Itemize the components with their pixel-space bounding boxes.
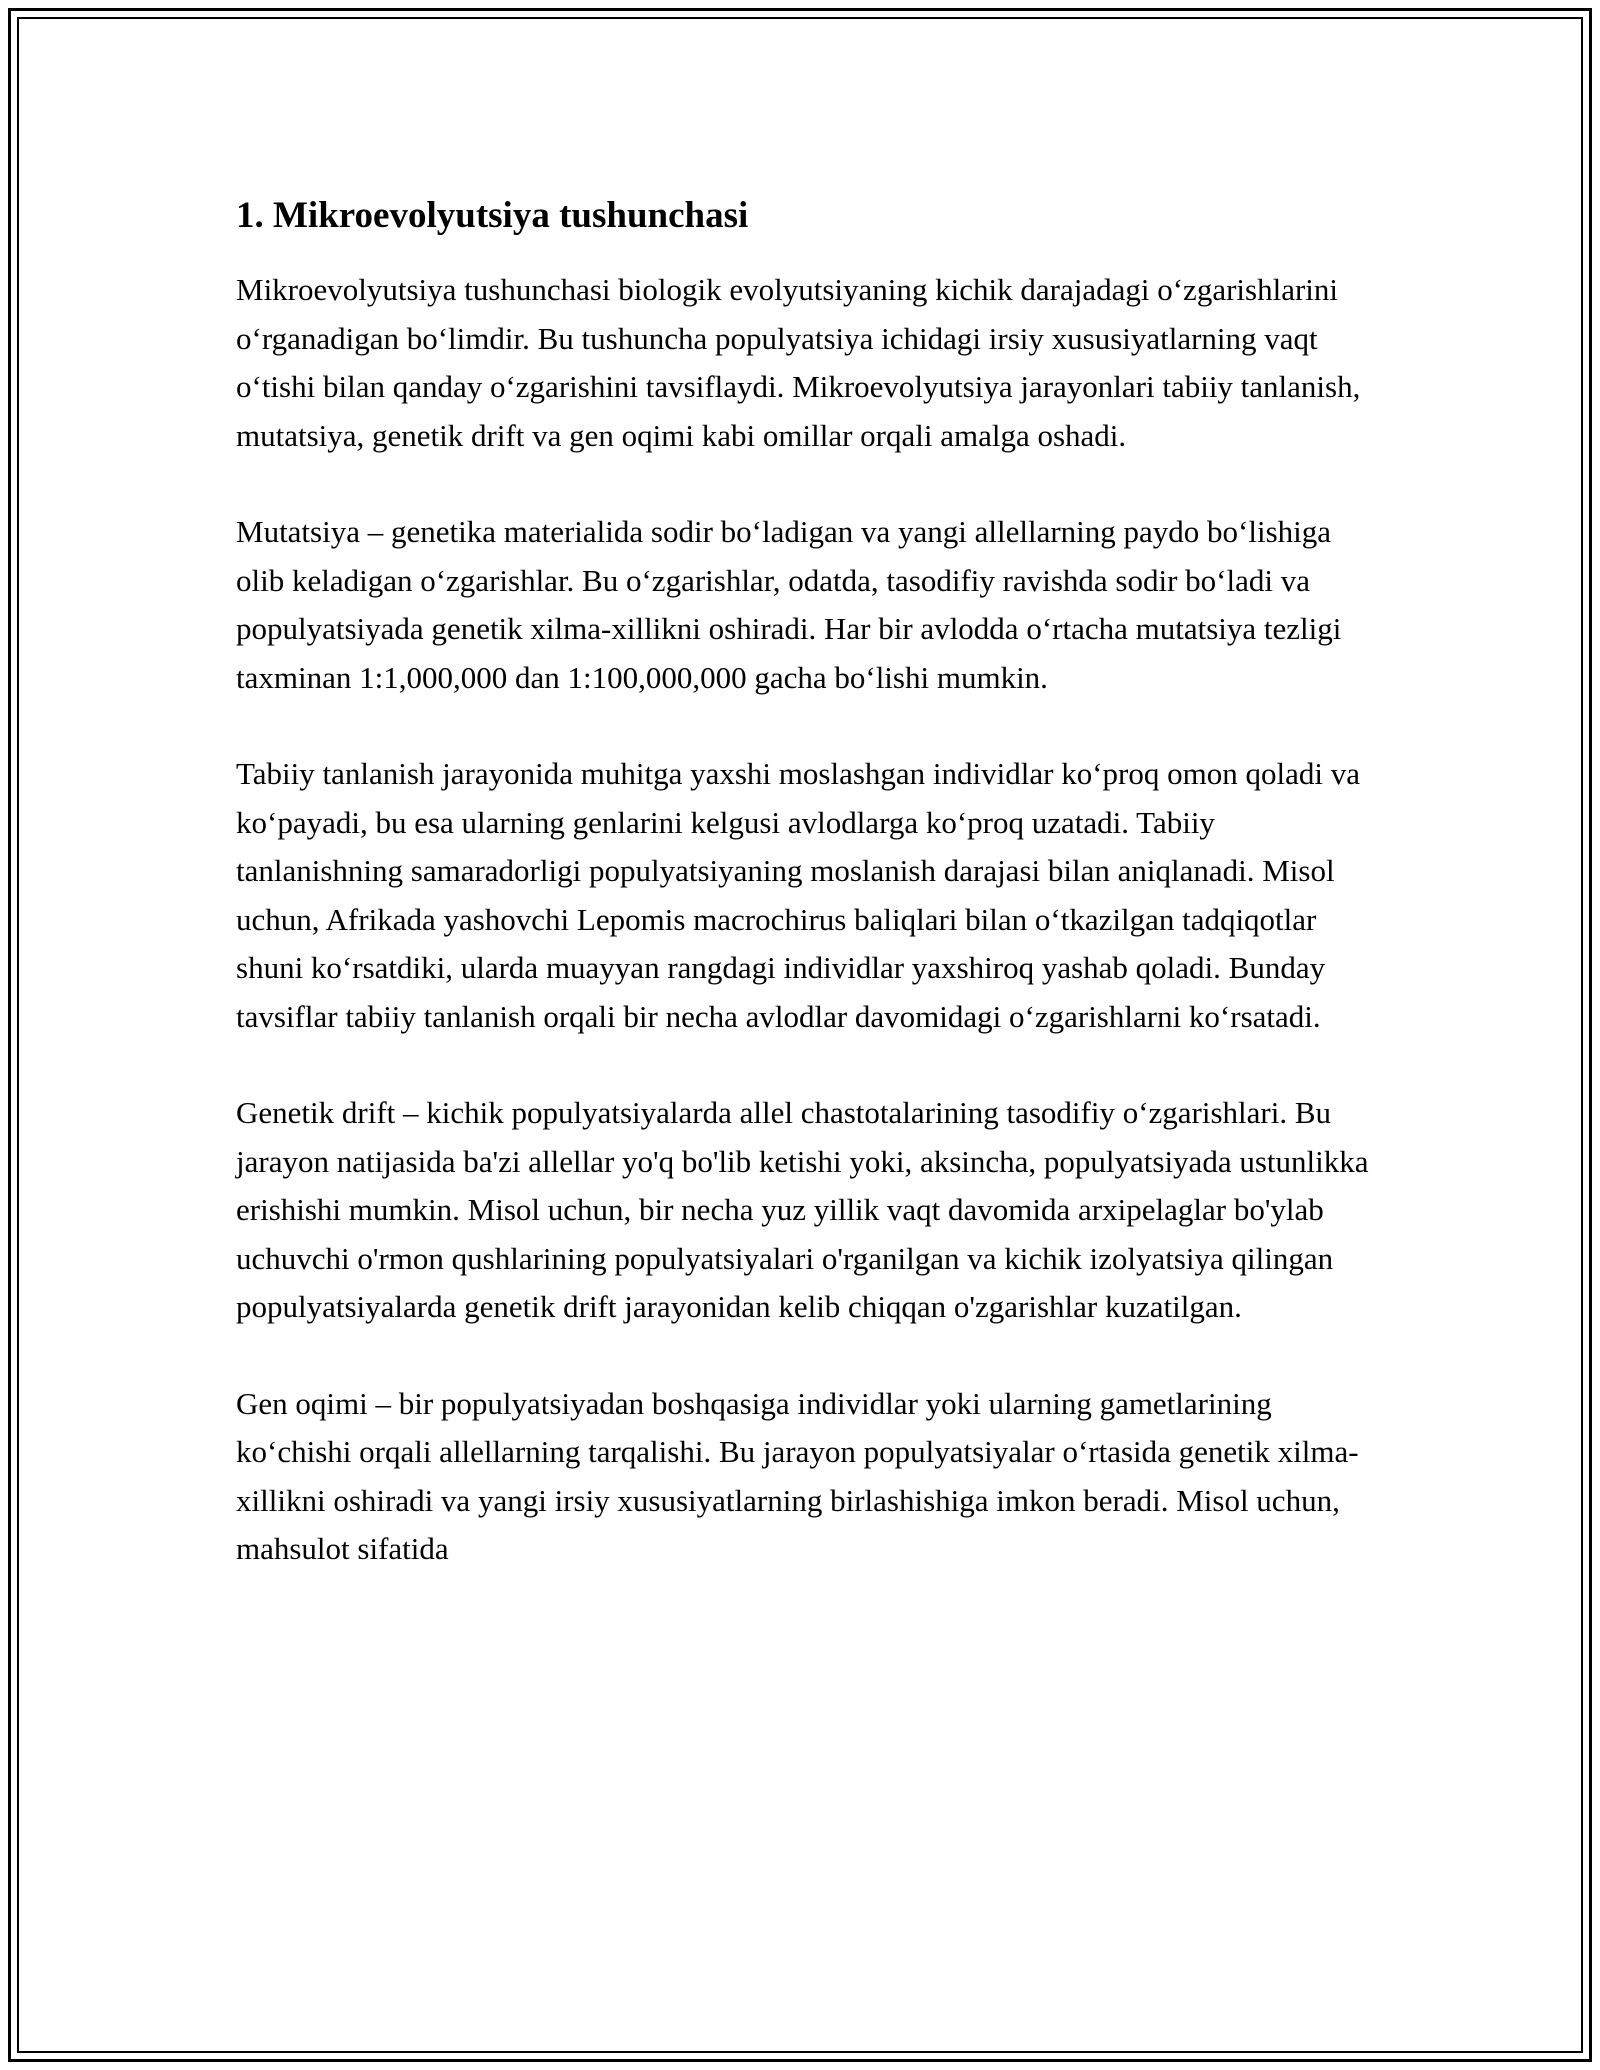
paragraph-intro: Mikroevolyutsiya tushunchasi biologik evolyutsiyaning kichik darajadagi o‘zgarishlarini o‘rganadigan bo‘limdir. Bu tushuncha populyatsiya ichidagi irsiy xususiyatlarning vaqt o‘tishi bilan qanday o‘zgarishini tavsiflaydi. Mikroevolyutsiya jarayonlari tabiiy tanlanish, mutatsiya, genetik drift va gen oqimi kabi omillar orqali amalga oshadi.	[236, 272, 1361, 453]
paragraph-genetic-drift: Genetik drift – kichik populyatsiyalarda allel chastotalarining tasodifiy o‘zgarishlari. Bu jarayon natijasida ba'zi allellar yo'q bo'lib ketishi yoki, aksincha, populyatsiyada ustunlikka erishishi mumkin. Misol uchun, bir necha yuz yillik vaqt davomida arxipelaglar bo'ylab uchuvchi o'rmon qushlarining populyatsiyalari o'rganilgan va kichik izolyatsiya qilingan populyatsiyalarda genetik drift jarayonidan kelib chiqqan o'zgarishlar kuzatilgan.	[236, 1095, 1369, 1324]
section-heading: 1. Mikroevolyutsiya tushunchasi	[236, 195, 749, 236]
paragraph-natural-selection: Tabiiy tanlanish jarayonida muhitga yaxshi moslashgan individlar ko‘proq omon qoladi va ko‘payadi, bu esa ularning genlarini kelgusi avlodlarga ko‘proq uzatadi. Tabiiy tanlanishning samaradorligi populyatsiyaning moslanish darajasi bilan aniqlanadi. Misol uchun, Afrikada yashovchi Lepomis macrochirus baliqlari bilan o‘tkazilgan tadqiqotlar shuni ko‘rsatdiki, ularda muayyan rangdagi individlar yaxshiroq yashab qoladi. Bunday tavsiflar tabiiy tanlanish orqali bir necha avlodlar davomidagi o‘zgarishlarni ko‘rsatadi.	[236, 756, 1360, 1034]
paragraph-mutation: Mutatsiya – genetika materialida sodir bo‘ladigan va yangi allellarning paydo bo‘lishiga olib keladigan o‘zgarishlar. Bu o‘zgarishlar, odatda, tasodifiy ravishda sodir bo‘ladi va populyatsiyada genetik xilma-xillikni oshiradi. Har bir avlodda o‘rtacha mutatsiya tezligi taxminan 1:1,000,000 dan 1:100,000,000 gacha bo‘lishi mumkin.	[236, 514, 1342, 695]
paragraph-gene-flow: Gen oqimi – bir populyatsiyadan boshqasiga individlar yoki ularning gametlarining ko‘chishi orqali allellarning tarqalishi. Bu jarayon populyatsiyalar o‘rtasida genetik xilma-xillikni oshiradi va yangi irsiy xususiyatlarning birlashishiga imkon beradi. Misol uchun, mahsulot sifatida	[236, 1385, 1359, 1566]
document-body	[236, 186, 1376, 1574]
